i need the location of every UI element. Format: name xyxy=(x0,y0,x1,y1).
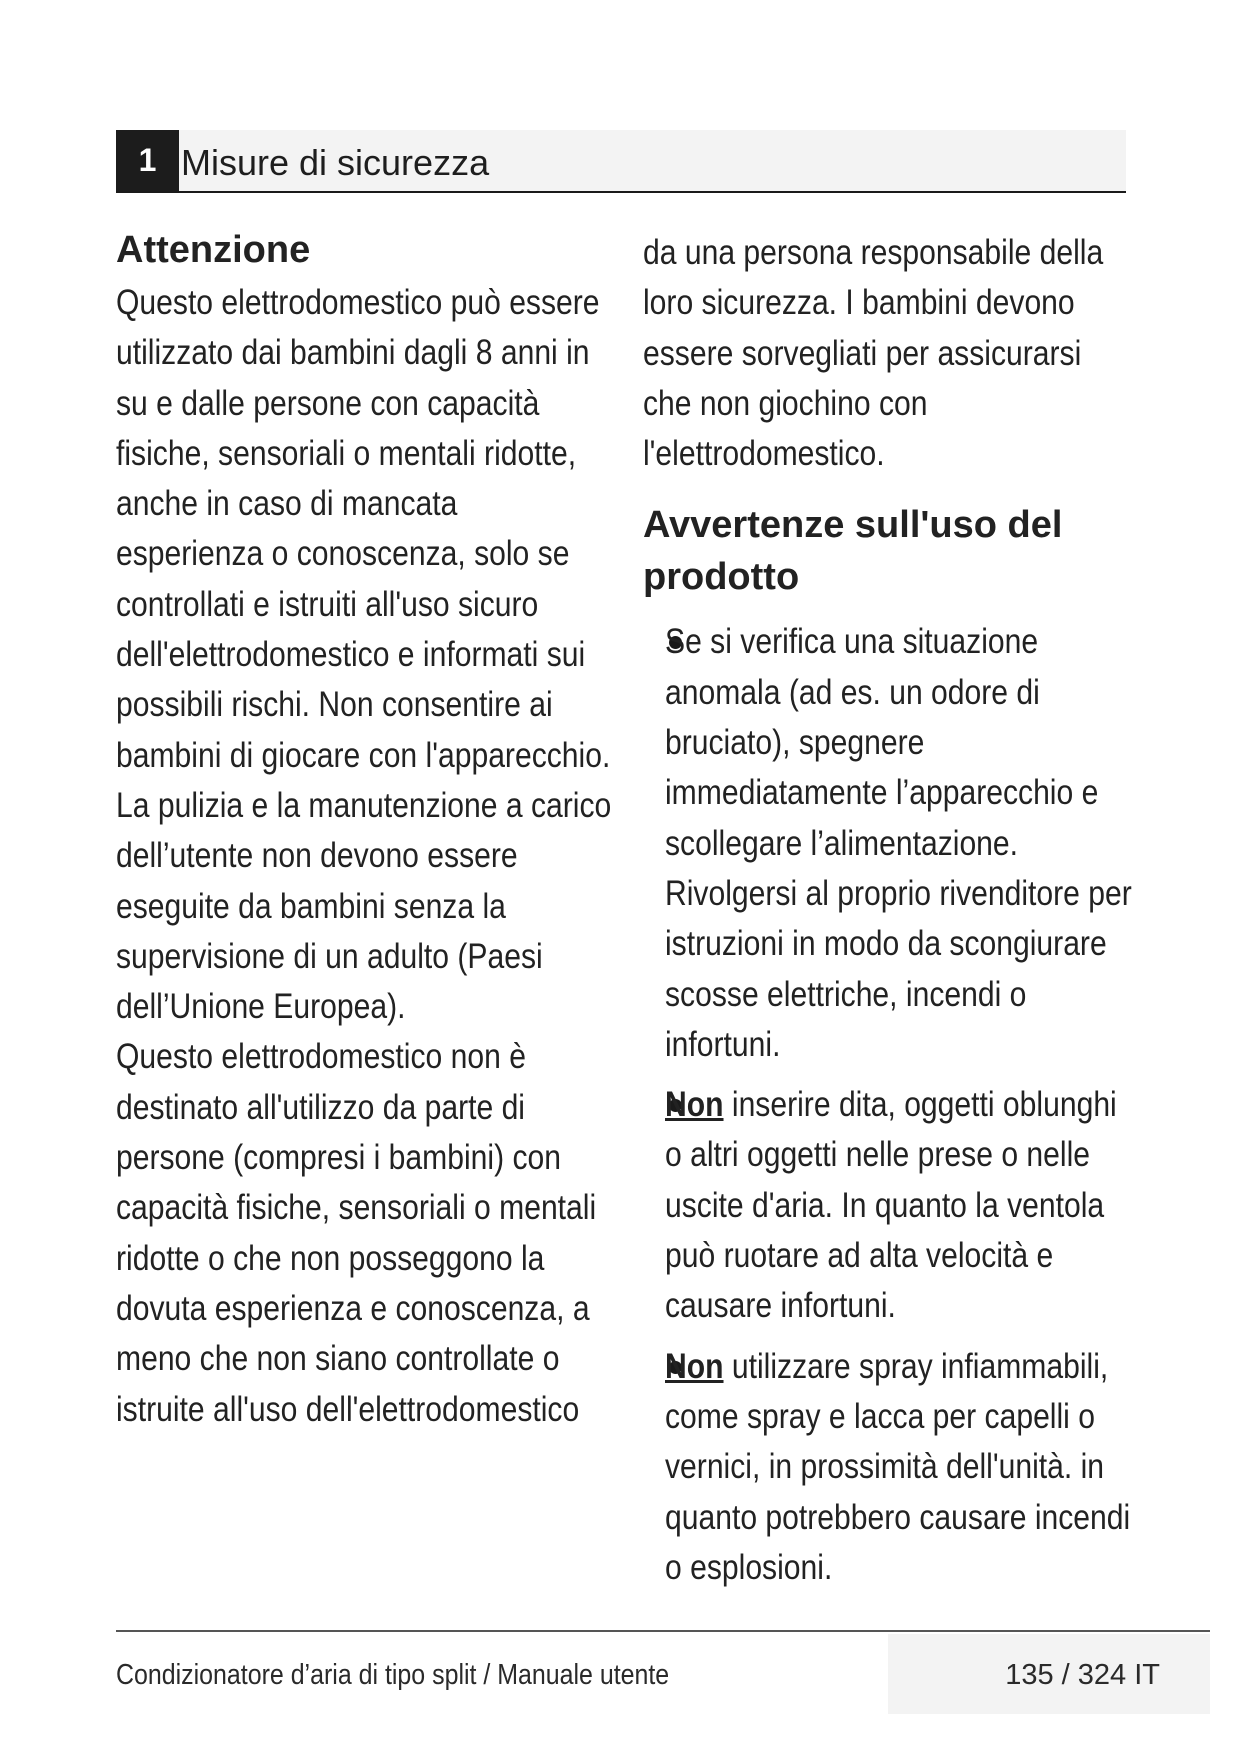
heading-avvertenze: Avvertenze sull'uso del prodotto xyxy=(643,504,1063,599)
section-number: 1 xyxy=(116,130,179,191)
list-item-text xyxy=(665,1342,1142,1593)
footer-page-number: 135 / 324 IT xyxy=(1005,1659,1160,1691)
list-item-text xyxy=(665,1080,1142,1331)
footer-page-box xyxy=(888,1634,1210,1714)
list-item-body: inserire dita, oggetti oblunghi o altri oggetti nelle prese o nelle uscite d'aria. In quanto la ventola può ruotare ad alta velocità e causare infortuni. xyxy=(665,1085,1117,1326)
list-item xyxy=(643,617,1132,1070)
paragraph-reduced-capacity: Questo elettrodomestico non è destinato all'utilizzo da parte di persone (compresi i bambini) con capacità fisiche, sensoriali o mentali ridotte o che non posseggono la dovuta esperienza e conoscenza, a meno che non siano controllate o istruite all'uso dell'elettrodomestico xyxy=(116,1037,597,1429)
list-item-lead: Non xyxy=(665,1085,724,1125)
left-column xyxy=(116,228,614,1435)
paragraph-children-safety: Questo elettrodomestico può essere utilizzato dai bambini dagli 8 anni in su e dalle persone con capacità fisiche, sensoriali o mentali ridotte, anche in caso di mancata esperienza o conoscenza, solo se controllati e istruiti all'uso sicuro dell'elettrodomestico e informati sui possibili rischi. Non consentire ai bambini di giocare con l'apparecchio. La pulizia e la manutenzione a carico dell’utente non devono essere eseguite da bambini senza la supervisione di un adulto (Paesi dell’Unione Europea). xyxy=(116,283,612,1027)
section-header xyxy=(116,130,1126,193)
list-item xyxy=(643,1342,1131,1593)
list-item-text xyxy=(665,617,1142,1070)
section-title: Misure di sicurezza xyxy=(181,142,490,183)
paragraph-continuation: da una persona responsabile della loro sicurezza. I bambini devono essere sorvegliati per assicurarsi che non giochino con l'elettrodomestico. xyxy=(643,233,1104,474)
list-item-body: utilizzare spray infiammabili, come spray e lacca per capelli o vernici, in prossimità dell'unità. in quanto potrebbero causare incendi o esplosioni. xyxy=(665,1346,1131,1587)
footer-divider xyxy=(116,1630,1210,1632)
list-item-lead: Non xyxy=(665,1346,724,1386)
list-item-body: Se si verifica una situazione anomala (ad es. un odore di bruciato), spegnere immediatamente l’apparecchio e scollegare l’alimentazione. Rivolgersi al proprio rivenditore per istruzioni in modo da scongiurare scosse elettriche, incendi o infortuni. xyxy=(665,622,1132,1064)
right-column xyxy=(643,228,1132,1603)
footer-document-title: Condizionatore d’aria di tipo split / Manuale utente xyxy=(116,1659,670,1691)
list-item xyxy=(643,1080,1127,1331)
heading-attenzione: Attenzione xyxy=(116,229,311,271)
